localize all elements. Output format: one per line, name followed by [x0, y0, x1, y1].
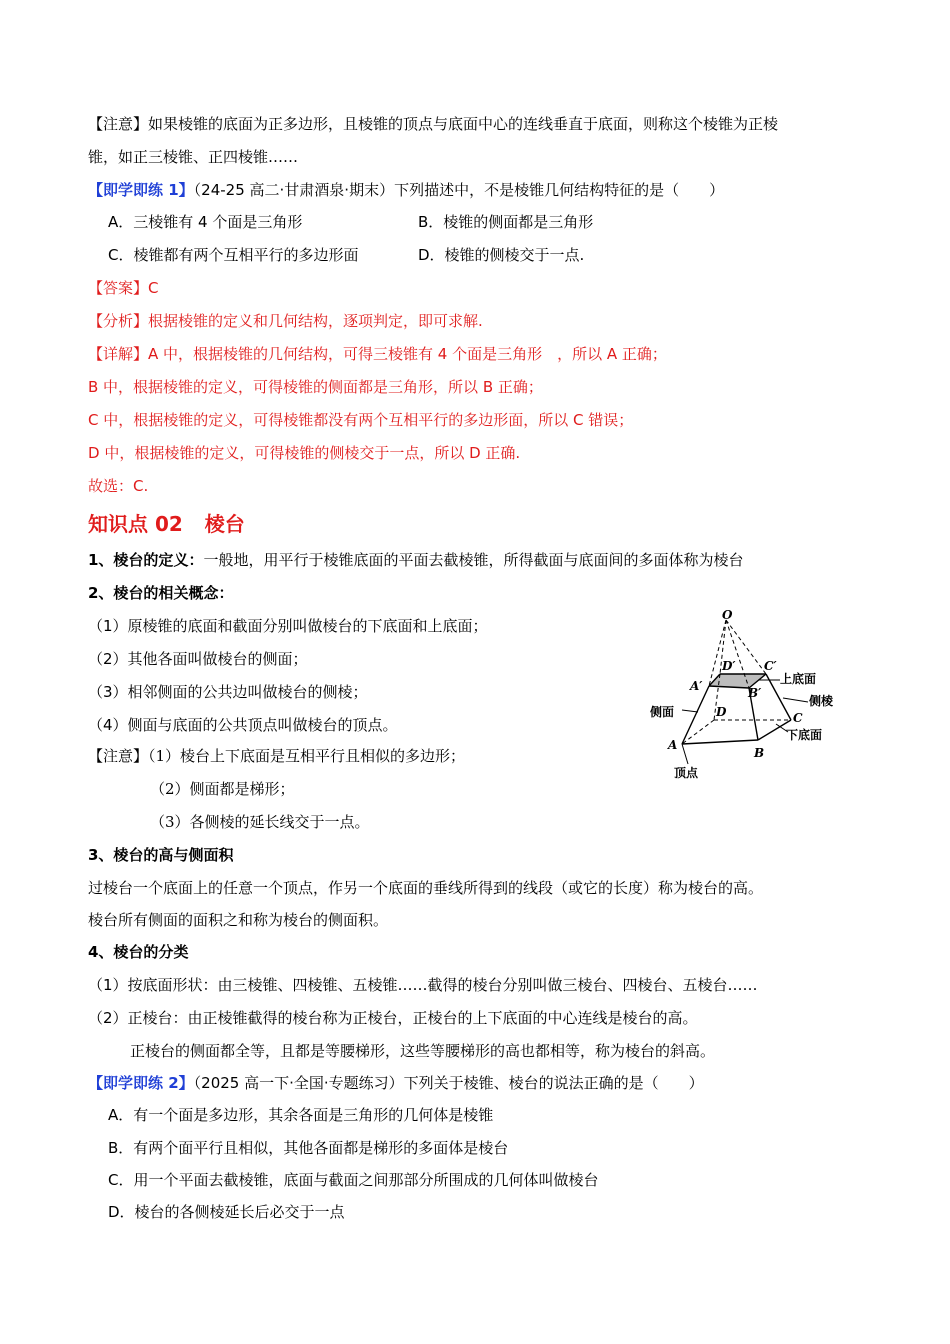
label-C1: C′	[764, 659, 777, 673]
definition-3-head: 3、棱台的高与侧面积	[88, 846, 234, 864]
section-number: 知识点 02	[88, 512, 183, 536]
exercise1-detail-3: C 中，根据棱锥的定义，可得棱锥都没有两个互相平行的多边形面，所以 C 错误；	[88, 411, 634, 429]
label-D: D	[716, 705, 727, 719]
label-C: C	[793, 711, 803, 725]
classification-line-2: （2）正棱台：由正棱锥截得的棱台称为正棱台，正棱台的上下底面的中心连线是棱台的高。	[88, 1009, 698, 1027]
exercise1-option-a: A．三棱锥有 4 个面是三角形	[108, 213, 303, 231]
label-lateral-edge: 侧棱	[809, 694, 834, 708]
exercise1-answer: 【答案】C	[88, 279, 159, 297]
exercise2-option-a: A．有一个面是多边形，其余各面是三角形的几何体是棱锥	[108, 1106, 494, 1124]
exercise1-tag: 【即学即练 1】	[88, 181, 194, 199]
label-D1: D′	[722, 659, 736, 673]
concept-item-4: （4）侧面与底面的公共顶点叫做棱台的顶点。	[88, 716, 398, 734]
exercise1-stem: （24-25 高二·甘肃酒泉·期末）下列描述中，不是棱锥几何结构特征的是（ ）	[193, 181, 725, 199]
exercise1-option-c: C．棱锥都有两个互相平行的多边形面	[108, 246, 359, 264]
definition-3-line-1: 过棱台一个底面上的任意一个顶点，作另一个底面的垂线所得到的线段（或它的长度）称为棱台的高。	[88, 879, 764, 897]
note2-line-2: （2）侧面都是梯形；	[150, 780, 295, 798]
definition-3-line-2: 棱台所有侧面的面积之和称为棱台的侧面积。	[88, 911, 389, 929]
label-bottom-face: 下底面	[786, 728, 823, 742]
label-top-face: 上底面	[780, 672, 817, 686]
definition-1-head: 1、棱台的定义：	[88, 551, 204, 569]
definition-4-head: 4、棱台的分类	[88, 943, 189, 961]
label-O: O	[722, 608, 733, 622]
exercise2-option-b: B．有两个面平行且相似，其他各面都是梯形的多面体是棱台	[108, 1139, 509, 1157]
concept-item-3: （3）相邻侧面的公共边叫做棱台的侧棱；	[88, 683, 368, 701]
definition-2-head: 2、棱台的相关概念：	[88, 584, 234, 602]
exercise1-option-d: D．棱锥的侧棱交于一点.	[418, 246, 585, 264]
note2-line-3: （3）各侧棱的延长线交于一点。	[150, 813, 370, 831]
concept-item-2: （2）其他各面叫做棱台的侧面；	[88, 650, 308, 668]
frustum-figure	[646, 608, 846, 783]
exercise2-tag: 【即学即练 2】	[88, 1074, 194, 1092]
exercise1-question	[88, 180, 724, 200]
concept-item-1: （1）原棱锥的底面和截面分别叫做棱台的下底面和上底面；	[88, 617, 488, 635]
label-A1: A′	[690, 679, 703, 693]
exercise2-question	[88, 1073, 704, 1093]
exercise1-detail-1: 【详解】A 中，根据棱锥的几何结构，可得三棱锥有 4 个面是三角形 ，所以 A 正确；	[88, 345, 667, 363]
label-B1: B′	[748, 686, 762, 700]
label-vertex: 顶点	[674, 766, 699, 780]
definition-1-text: 一般地，用平行于棱锥底面的平面去截棱锥，所得截面与底面间的多面体称为棱台	[203, 551, 744, 569]
note2-line-1: 【注意】（1）棱台上下底面是互相平行且相似的多边形；	[88, 747, 466, 765]
label-lateral-face: 侧面	[650, 705, 675, 719]
label-A: A	[668, 738, 678, 752]
note-line-2: 锥，如正三棱锥、正四棱锥……	[88, 148, 299, 166]
classification-line-3: 正棱台的侧面都全等，且都是等腰梯形，这些等腰梯形的高也都相等，称为棱台的斜高。	[130, 1042, 716, 1060]
exercise1-detail-4: D 中，根据棱锥的定义，可得棱锥的侧棱交于一点，所以 D 正确.	[88, 444, 521, 462]
exercise1-conclusion: 故选：C.	[88, 477, 149, 495]
definition-1	[88, 550, 743, 570]
exercise1-detail-2: B 中，根据棱锥的定义，可得棱锥的侧面都是三角形，所以 B 正确；	[88, 378, 543, 396]
label-B: B	[754, 746, 765, 760]
exercise1-option-b: B．棱锥的侧面都是三角形	[418, 213, 594, 231]
exercise1-analysis: 【分析】根据棱锥的定义和几何结构，逐项判定，即可求解.	[88, 312, 483, 330]
note-line-1: 【注意】如果棱锥的底面为正多边形，且棱锥的顶点与底面中心的连线垂直于底面，则称这个棱锥为正棱	[88, 115, 779, 133]
exercise2-stem: （2025 高一下·全国·专题练习）下列关于棱锥、棱台的说法正确的是（ ）	[193, 1074, 704, 1092]
exercise2-option-c: C．用一个平面去截棱锥，底面与截面之间那部分所围成的几何体叫做棱台	[108, 1171, 599, 1189]
classification-line-1: （1）按底面形状：由三棱锥、四棱锥、五棱锥……截得的棱台分别叫做三棱台、四棱台、五棱台……	[88, 976, 758, 994]
section-title	[88, 508, 245, 537]
exercise2-option-d: D．棱台的各侧棱延长后必交于一点	[108, 1203, 345, 1221]
section-name: 棱台	[204, 512, 245, 536]
